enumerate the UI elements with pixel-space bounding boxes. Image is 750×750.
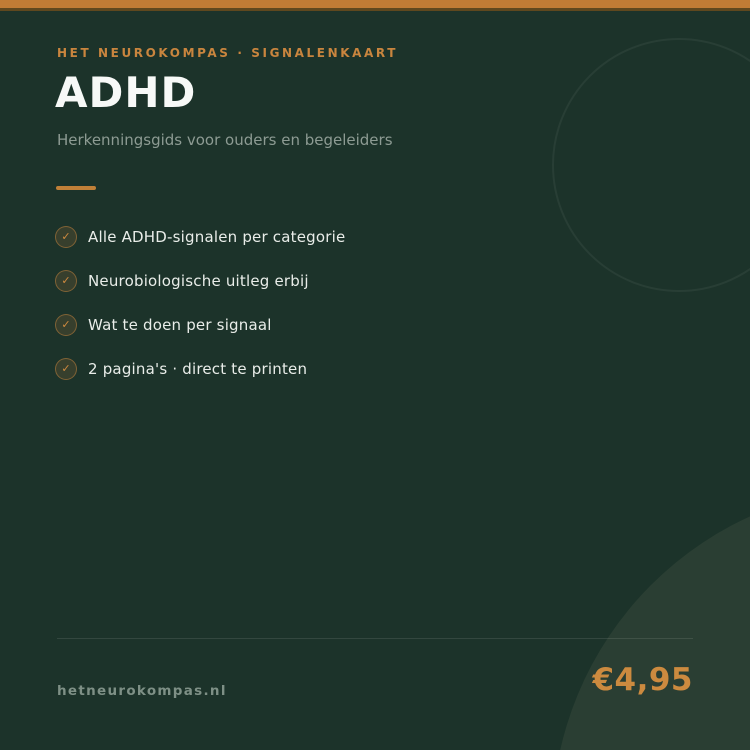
page-title: ADHD [55,68,197,117]
feature-label: Alle ADHD-signalen per categorie [88,228,346,246]
accent-divider [56,186,96,190]
feature-list [55,226,345,380]
check-icon: ✓ [55,226,77,248]
price: €4,95 [592,662,693,698]
check-icon: ✓ [55,314,77,336]
decorative-filled-circle [552,486,750,750]
decorative-ring-circle [552,38,750,292]
list-item [55,314,345,336]
feature-label: 2 pagina's · direct te printen [88,360,308,378]
subtitle: Herkenningsgids voor ouders en begeleiders [57,131,393,149]
list-item [55,270,345,292]
website-url: hetneurokompas.nl [57,683,227,699]
list-item [55,358,345,380]
feature-label: Wat te doen per signaal [88,316,272,334]
check-icon: ✓ [55,270,77,292]
footer-divider [57,638,693,639]
check-icon: ✓ [55,358,77,380]
list-item [55,226,345,248]
top-accent-bar [0,0,750,11]
brand-kicker: HET NEUROKOMPAS · SIGNALENKAART [57,46,399,60]
feature-label: Neurobiologische uitleg erbij [88,272,309,290]
